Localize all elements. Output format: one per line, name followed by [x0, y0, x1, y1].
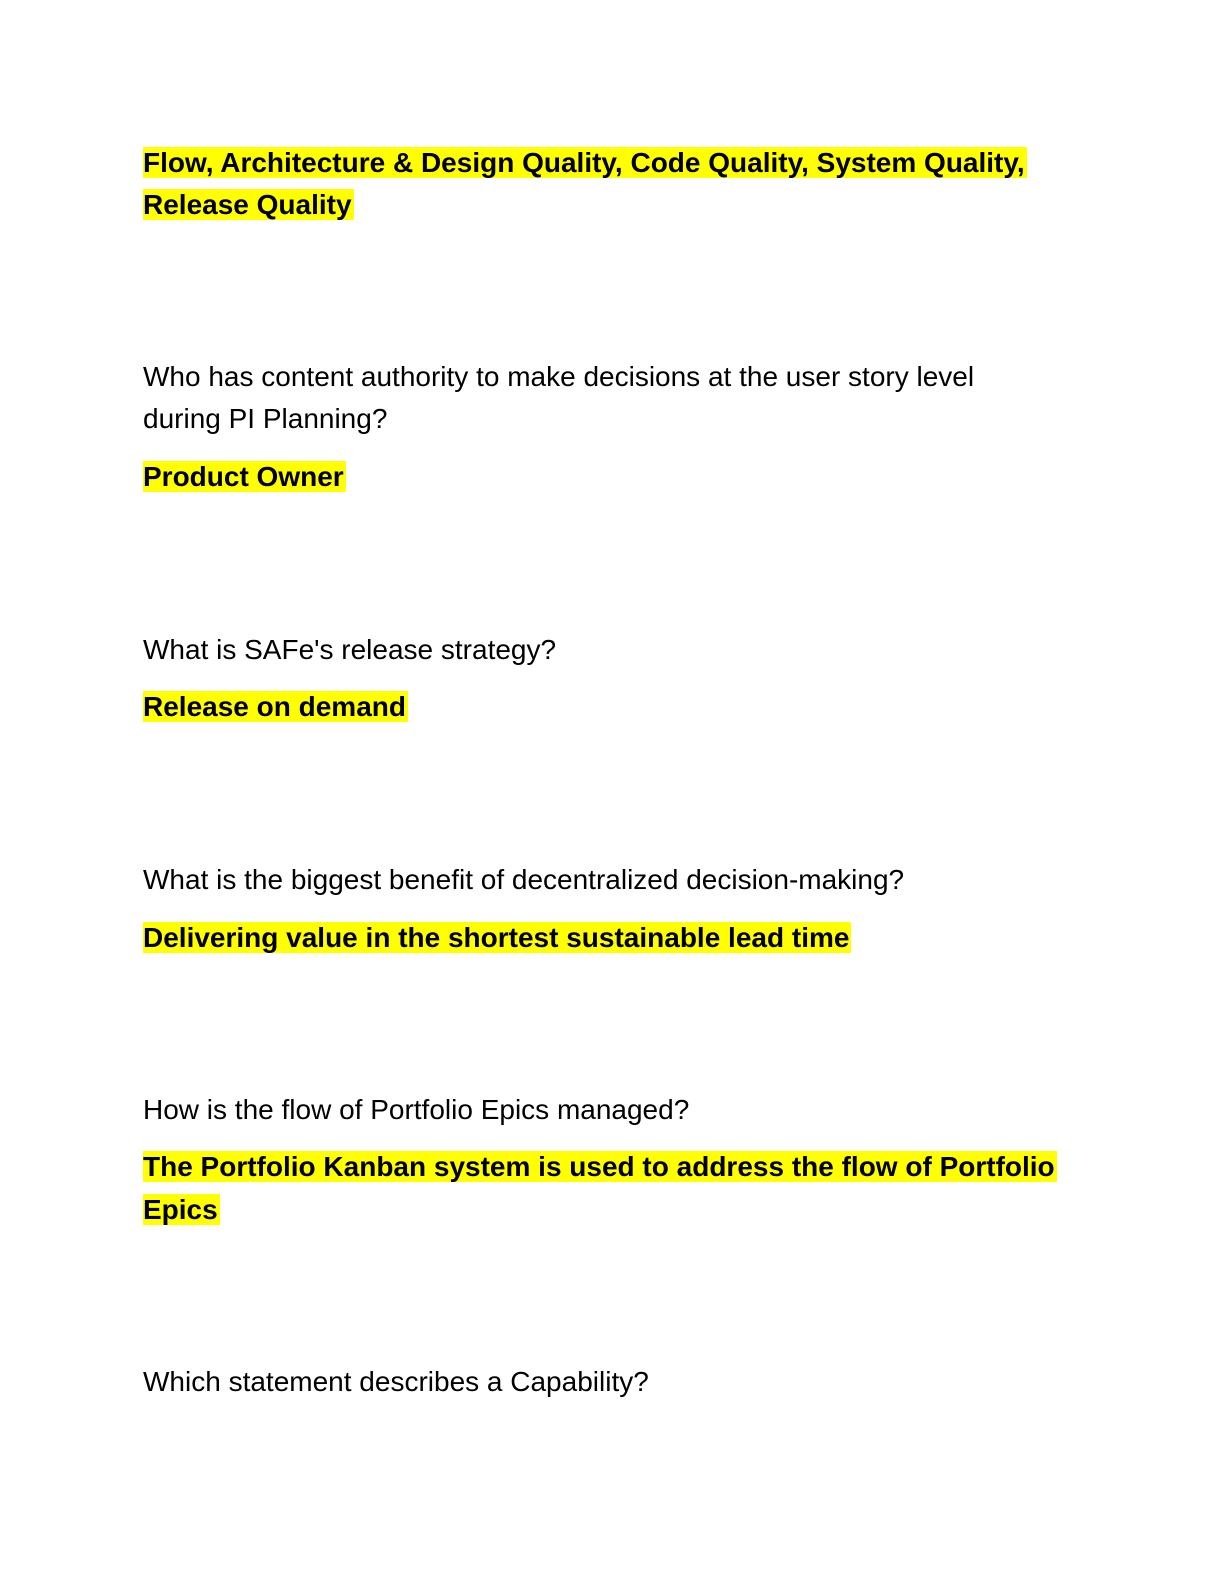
answer-line — [143, 1146, 1057, 1188]
highlighted-answer: Delivering value in the shortest sustainable lead time — [143, 922, 850, 953]
highlighted-answer: The Portfolio Kanban system is used to address the flow of Portfolio — [143, 1151, 1055, 1182]
highlighted-answer: Product Owner — [143, 461, 344, 492]
question-line: Which statement describes a Capability? — [143, 1366, 649, 1397]
answer-line — [143, 184, 354, 226]
question-line: during PI Planning? — [143, 403, 388, 434]
answer-line — [143, 686, 408, 728]
highlighted-answer: Release Quality — [143, 189, 352, 220]
question-line: Who has content authority to make decisions at the user story level — [143, 361, 975, 392]
highlighted-answer: Release on demand — [143, 691, 406, 722]
answer-line — [143, 1189, 220, 1231]
question-line: What is the biggest benefit of decentralized decision-making? — [143, 864, 905, 895]
question-line: How is the flow of Portfolio Epics managed? — [143, 1094, 690, 1125]
question-line: What is SAFe's release strategy? — [143, 634, 557, 665]
answer-line — [143, 456, 346, 498]
highlighted-answer: Epics — [143, 1194, 218, 1225]
answer-line — [143, 142, 1027, 184]
highlighted-answer: Flow, Architecture & Design Quality, Code Quality, System Quality, — [143, 147, 1025, 178]
answer-line — [143, 917, 851, 959]
